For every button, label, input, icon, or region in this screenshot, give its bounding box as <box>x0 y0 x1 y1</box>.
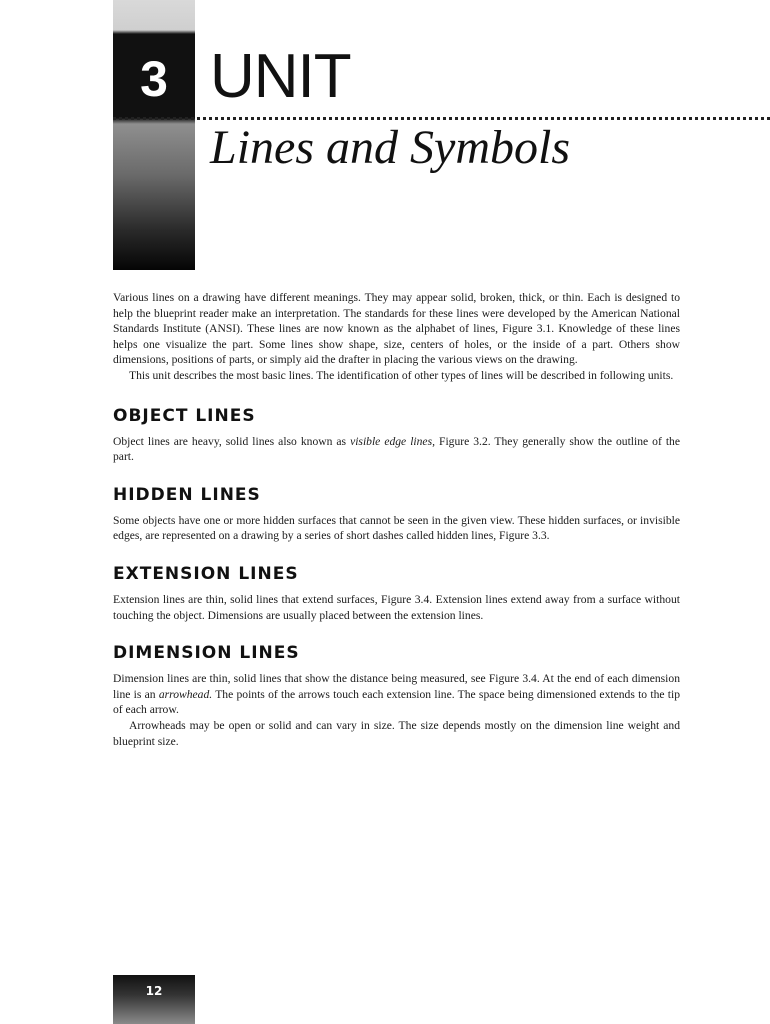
page-number: 12 <box>145 984 163 998</box>
object-lines-heading: OBJECT LINES <box>113 405 256 426</box>
dimension-lines-text-2: The points of the arrows touch each extension line. The space being dimensioned extends to the tip of each arrow. <box>113 687 680 717</box>
page-body <box>113 290 680 749</box>
extension-lines-heading: EXTENSION LINES <box>113 563 299 584</box>
intro-paragraph-1: Various lines on a drawing have different meanings. They may appear solid, broken, thick, or thin. Each is designed to help the blueprint reader make an interpretation. The standards for these lines were developed by the American National Standards Institute (ANSI). These lines are now known as the alphabet of lines, Figure 3.1. Knowledge of these lines helps one visualize the part. Some lines show shape, size, centers of holes, or the inside of a part. Others show dimensions, positions of parts, or simply aid the drafter in placing the various views on the drawing. <box>113 291 680 367</box>
intro-paragraph-2: This unit describes the most basic lines. The identification of other types of lines will be described in following units. <box>129 368 674 382</box>
dotted-divider <box>113 117 770 120</box>
object-lines-emphasis: visible edge lines, <box>350 434 435 448</box>
unit-label: UNIT <box>210 42 351 111</box>
dimension-lines-paragraph <box>113 671 680 718</box>
hidden-lines-heading: HIDDEN LINES <box>113 484 261 505</box>
unit-number: 3 <box>140 51 168 107</box>
extension-lines-paragraph: Extension lines are thin, solid lines that extend surfaces, Figure 3.4. Extension lines extend away from a surface without touching the object. Dimensions are usually placed between the extension lines. <box>113 592 680 622</box>
object-lines-text-2: Figure 3.2. They generally show the outline of the part. <box>113 434 680 464</box>
dimension-lines-emphasis: arrowhead. <box>158 687 213 701</box>
hidden-lines-paragraph: Some objects have one or more hidden surfaces that cannot be seen in the given view. These hidden surfaces, or invisible edges, are represented on a drawing by a series of short dashes called hidden lines, Figure 3.3. <box>113 513 680 543</box>
dimension-lines-paragraph-2: Arrowheads may be open or solid and can vary in size. The size depends mostly on the dimension line weight and blueprint size. <box>113 718 680 748</box>
object-lines-paragraph <box>113 434 680 465</box>
dimension-lines-text-1: Dimension lines are thin, solid lines that show the distance being measured, see Figure 3.4. At the end of each dimension line is an <box>113 672 680 701</box>
object-lines-text-1: Object lines are heavy, solid lines also known as <box>113 434 351 448</box>
page-number-tab <box>113 975 195 1024</box>
unit-title: Lines and Symbols <box>210 121 570 174</box>
dimension-lines-heading: DIMENSION LINES <box>113 643 300 664</box>
